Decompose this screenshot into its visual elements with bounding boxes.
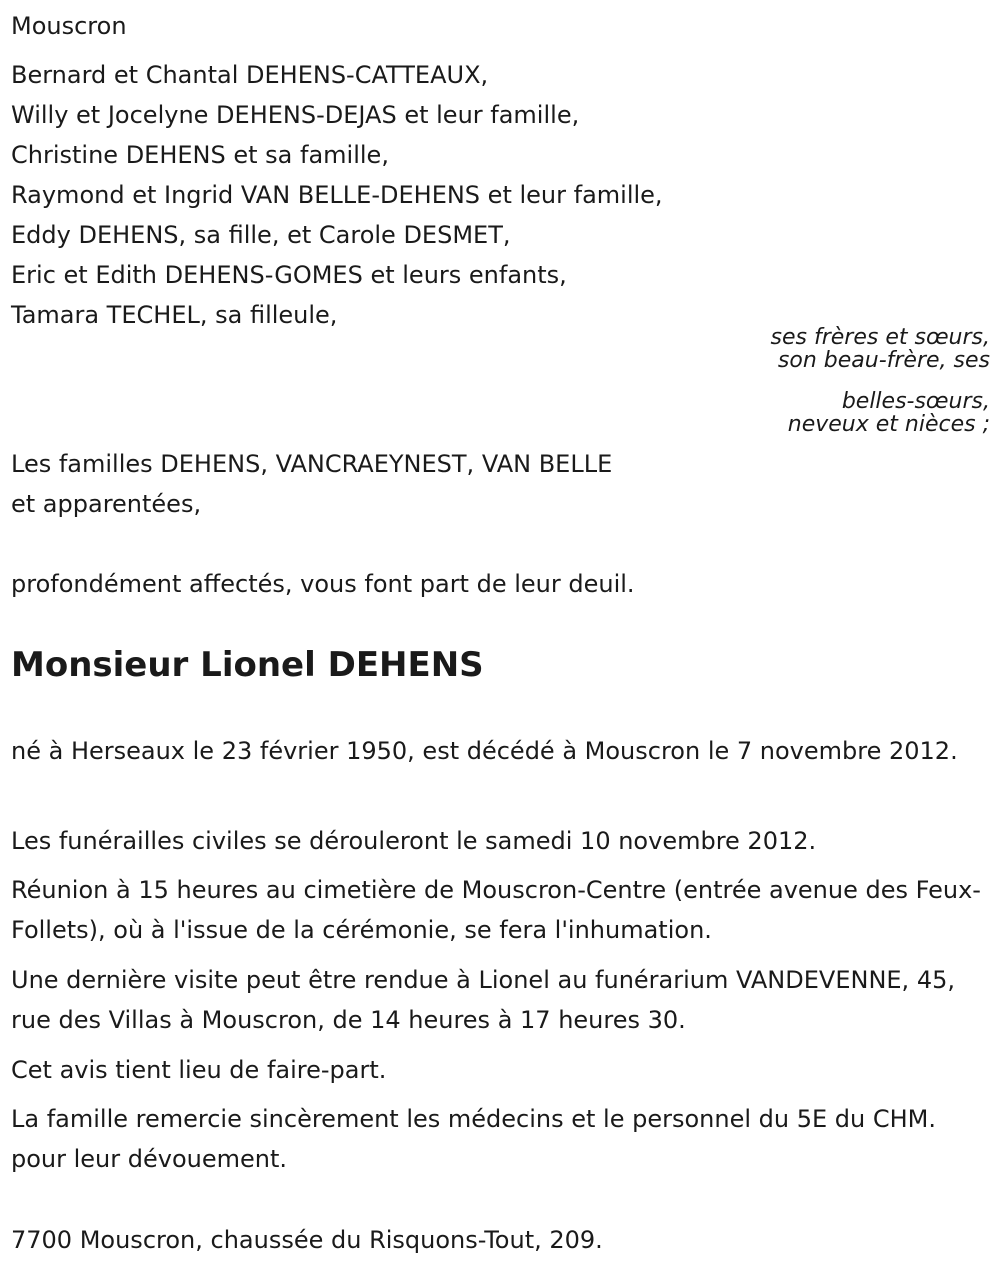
relatives-note-line: ses frères et sœurs, — [770, 325, 990, 350]
families-line: Les familles DEHENS, VANCRAEYNEST, VAN BELLE — [11, 450, 613, 478]
thanks-paragraph: La famille remercie sincèrement les médecins et le personnel du 5E du CHM. pour leur dévouement. — [11, 1105, 937, 1173]
family-line: Tamara TECHEL, sa filleule, — [11, 301, 338, 329]
meeting-paragraph: Réunion à 15 heures au cimetière de Mouscron-Centre (entrée avenue des Feux-Follets), où à l'issue de la cérémonie, se fera l'inhumation. — [11, 876, 981, 944]
relatives-note-line: son beau-frère, ses — [777, 348, 990, 373]
relatives-note-line: neveux et nièces ; — [787, 412, 990, 437]
relatives-note-top — [771, 326, 990, 372]
birth-death-paragraph: né à Herseaux le 23 février 1950, est décédé à Mouscron le 7 novembre 2012. — [11, 737, 958, 765]
family-line: Bernard et Chantal DEHENS-CATTEAUX, — [11, 61, 489, 89]
relatives-note-line: belles-sœurs, — [841, 389, 990, 414]
address: 7700 Mouscron, chaussée du Risquons-Tout, 209. — [11, 1226, 603, 1254]
family-line: Eric et Edith DEHENS-GOMES et leurs enfants, — [11, 261, 567, 289]
family-list — [11, 55, 663, 335]
funeral-paragraph: Les funérailles civiles se dérouleront le samedi 10 novembre 2012. — [11, 827, 817, 855]
families-line: et apparentées, — [11, 490, 202, 518]
announcement-text: profondément affectés, vous font part de leur deuil. — [11, 570, 635, 598]
notice-paragraph: Cet avis tient lieu de faire-part. — [11, 1056, 387, 1084]
families-block — [11, 444, 612, 524]
family-line: Christine DEHENS et sa famille, — [11, 141, 389, 169]
visit-paragraph: Une dernière visite peut être rendue à Lionel au funérarium VANDEVENNE, 45, rue des Villas à Mouscron, de 14 heures à 17 heures 30. — [11, 966, 955, 1034]
family-line: Raymond et Ingrid VAN BELLE-DEHENS et leur famille, — [11, 181, 663, 209]
family-line: Willy et Jocelyne DEHENS-DEJAS et leur famille, — [11, 101, 580, 129]
family-line: Eddy DEHENS, sa fille, et Carole DESMET, — [11, 221, 511, 249]
relatives-note-bottom — [788, 390, 990, 436]
deceased-name: Monsieur Lionel DEHENS — [11, 645, 484, 685]
city-heading: Mouscron — [11, 12, 127, 40]
